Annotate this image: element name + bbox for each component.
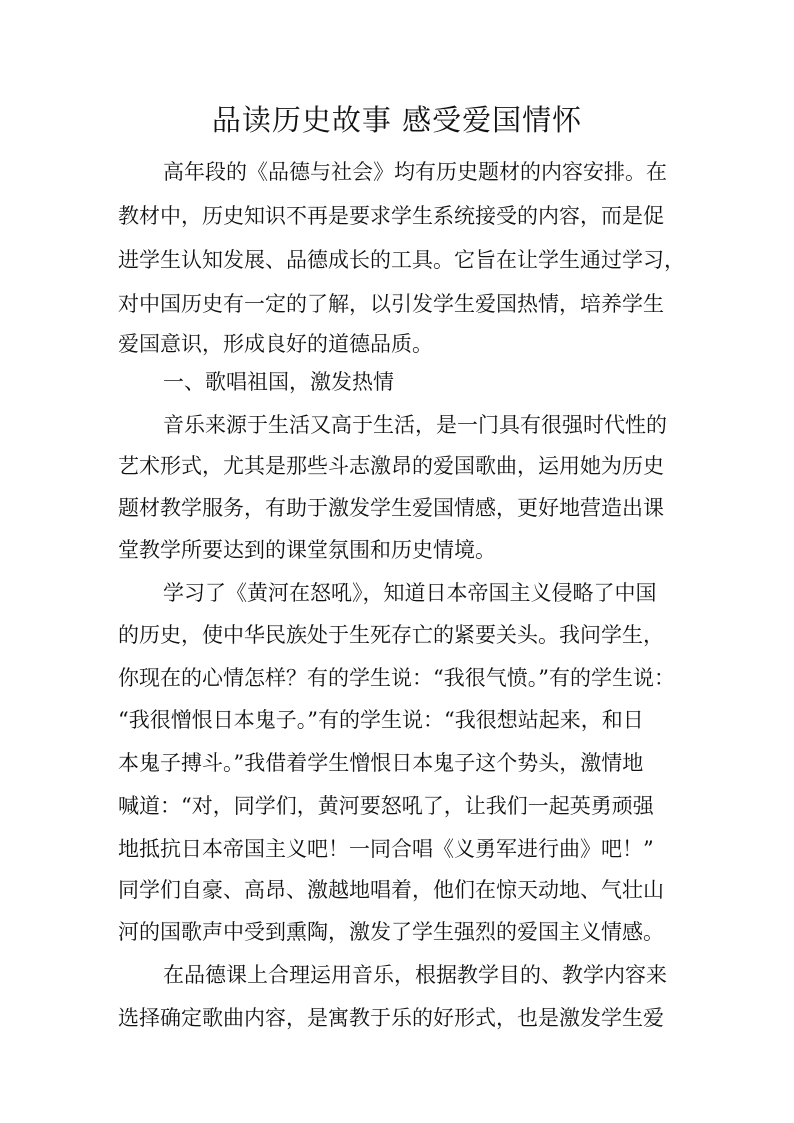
paragraph-line: 你现在的心情怎样？有的学生说：“我很气愤。”有的学生说： [118, 666, 675, 690]
paragraph-line: 同学们自豪、高昂、激越地唱着，他们在惊天动地、气壮山 [118, 878, 664, 902]
paragraph-line: 高年段的《品德与社会》均有历史题材的内容安排。在 [163, 160, 667, 184]
paragraph-line: 艺术形式，尤其是那些斗志激昂的爱国歌曲，运用她为历史 [118, 454, 664, 478]
paragraph-line: 本鬼子搏斗。”我借着学生憎恨日本鬼子这个势头，激情地 [118, 751, 644, 775]
paragraph-line: 在品德课上合理运用音乐，根据教学目的、教学内容来 [163, 963, 667, 987]
paragraph-line: 爱国意识，形成良好的道德品质。 [118, 332, 433, 356]
paragraph-line: “我很憎恨日本鬼子。”有的学生说：“我很想站起来，和日 [118, 708, 644, 732]
paragraph-line: 学习了《黄河在怒吼》，知道日本帝国主义侵略了中国 [163, 581, 657, 605]
paragraph-line: 教材中，历史知识不再是要求学生系统接受的内容，而是促 [118, 204, 664, 228]
paragraph-line: 选择确定歌曲内容，是寓教于乐的好形式，也是激发学生爱 [118, 1006, 664, 1030]
paragraph-line: 题材教学服务，有助于激发学生爱国情感，更好地营造出课 [118, 496, 664, 520]
paragraph-line: 的历史，使中华民族处于生死存亡的紧要关头。我问学生， [118, 623, 664, 647]
paragraph-line: 地抵抗日本帝国主义吧！一同合唱《义勇军进行曲》吧！” [118, 837, 654, 861]
section-heading: 一、歌唱祖国，激发热情 [163, 370, 394, 394]
paragraph-line: 进学生认知发展、品德成长的工具。它旨在让学生通过学习， [118, 248, 685, 272]
paragraph-line: 音乐来源于生活又高于生活，是一门具有很强时代性的 [163, 413, 667, 437]
paragraph-line: 对中国历史有一定的了解，以引发学生爱国热情，培养学生 [118, 292, 664, 316]
paragraph-line: 河的国歌声中受到熏陶，激发了学生强烈的爱国主义情感。 [118, 920, 664, 944]
document-title: 品读历史故事 感受爱国情怀 [211, 103, 583, 137]
paragraph-line: 喊道：“对，同学们，黄河要怒吼了，让我们一起英勇顽强 [118, 794, 654, 818]
paragraph-line: 堂教学所要达到的课堂氛围和历史情境。 [118, 538, 496, 562]
